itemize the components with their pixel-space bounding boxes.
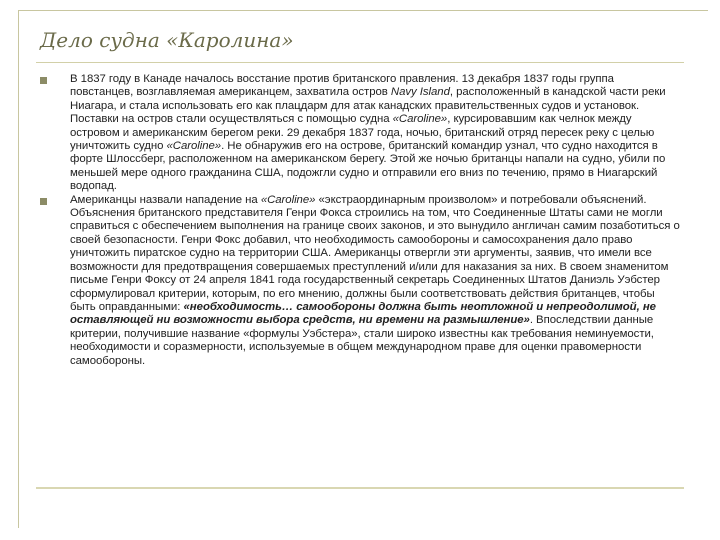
bottom-divider <box>36 487 684 489</box>
text-segment: В 1837 году в Канаде началось восстание против британского правления. 13 декабря 1837 годы группа повстанцев, возглавляемая американцем, захватила остров <box>70 73 614 99</box>
text-segment: . Не обнаружив его на острове, британский командир узнал, что судно находится в форте Шлоссберг, расположенном на американском берегу. Этой же ночью британцы напали на судно, убили по меньшей мере одного гражданина США, подожгли судно и отправили его вниз по течению, прямо в Ниагарский водопад. <box>70 140 666 193</box>
bullet-list <box>40 73 680 368</box>
square-bullet-icon <box>40 77 47 84</box>
bullet-item <box>40 73 680 194</box>
italic-segment: Navy Island <box>390 86 450 99</box>
bullet-text <box>70 73 680 194</box>
title-divider <box>36 62 684 63</box>
square-bullet-icon <box>40 198 47 205</box>
bullet-text <box>70 194 680 368</box>
text-segment: , расположенный в канадской части реки Ниагара, и стала использовать его как плацдарм для атак канадских правительственных судов и установок. Поставки на остров стали осуществляться с помощью судна <box>70 86 666 126</box>
text-segment: «экстраординарным произволом» и потребовали объяснений. Объяснения британского представителя Генри Фокса строились на том, что Соединенные Штаты сами не могли справиться с обеспечением выполнения на границе своих законов, и это вынудило англичан самим позаботиться о своей безопасности. Генри Фокс добавил, что необходимость самообороны и самосохранения дало право уничтожить пиратское судно на территории США. Американцы отвергли эти аргументы, заявив, что имели все возможности для предотвращения совершаемых преступлений и/или для наказания за них. В своем знаменитом письме Генри Фоксу от 24 апреля 1841 года государственный секретарь Соединенных Штатов Даниэль Уэбстер сформулировал критерии, которым, по его мнению, должны были соответствовать действия британцев, чтобы быть оправданными: <box>70 193 680 313</box>
frame-top-line <box>18 10 708 11</box>
text-segment: Американцы назвали нападение на <box>70 193 261 206</box>
italic-segment: «Caroline» <box>392 113 448 126</box>
bullet-item <box>40 194 680 368</box>
italic-segment: «Caroline» <box>260 193 316 206</box>
text-segment: , курсировавшим как челнок между островом и американским берегом реки. 29 декабря 1837 года, ночью, британский отряд пересек реку с целью уничтожить судно <box>70 113 655 153</box>
italic-segment: «Caroline» <box>166 140 222 153</box>
bold-italic-quote: «необходимость… самообороны должна быть неотложной и непреодолимой, не оставляющей ни возможности выбора средств, ни времени на размышление» <box>70 300 656 327</box>
slide-title: Дело судна «Каролина» <box>40 28 294 52</box>
text-segment: . Впоследствии данные критерии, получившие название «формулы Уэбстера», стали широко известны как требования неминуемости, необходимости и соразмерности, используемые в общем международном праве для оценки правомерности самообороны. <box>70 314 654 367</box>
frame-left-line <box>18 10 19 528</box>
